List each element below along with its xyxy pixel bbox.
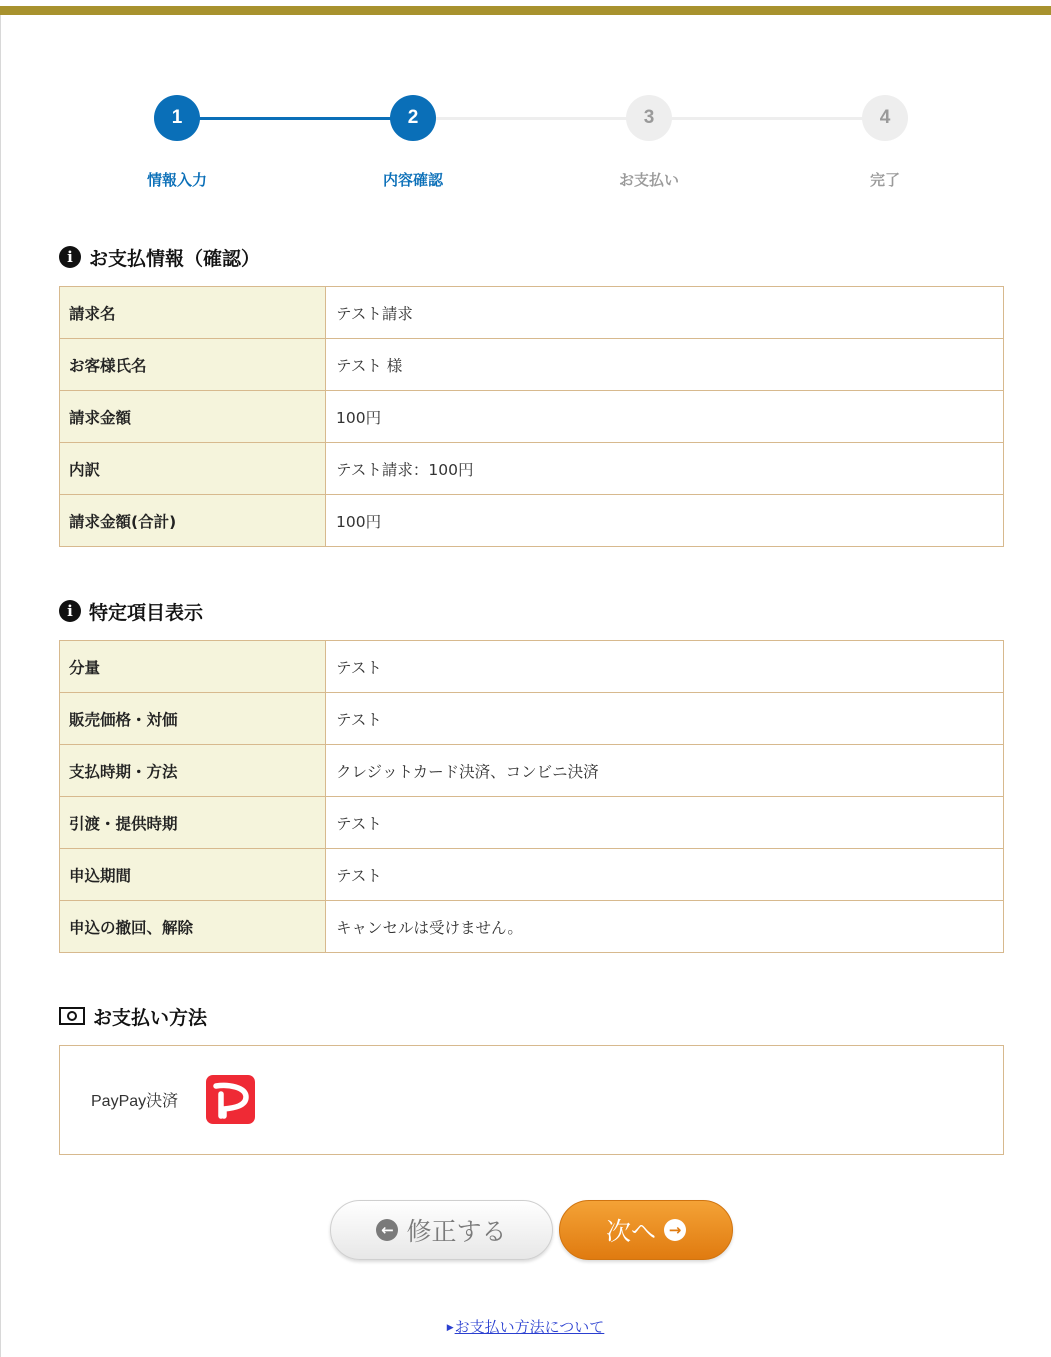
step-1-circle: 1 xyxy=(154,95,200,141)
step-4-label: 完了 xyxy=(869,171,900,189)
paypay-logo-icon xyxy=(206,1075,255,1124)
payment-info-heading xyxy=(59,243,260,271)
back-button-label: 修正する xyxy=(406,1217,507,1246)
back-button[interactable] xyxy=(330,1200,553,1260)
payment-info-table xyxy=(59,286,1004,547)
row-label: 内訳 xyxy=(60,443,326,495)
row-label: 請求金額 xyxy=(60,391,326,443)
table-row xyxy=(60,495,1004,547)
table-row xyxy=(60,849,1004,901)
row-value: テスト請求 xyxy=(326,287,1004,339)
payment-info-heading-text: お支払情報（確認） xyxy=(89,247,261,270)
payment-method-info-link[interactable]: お支払い方法について xyxy=(454,1318,605,1336)
info-icon: i xyxy=(59,600,81,622)
row-label: お客様氏名 xyxy=(60,339,326,391)
specified-items-table xyxy=(59,640,1004,953)
table-row xyxy=(60,693,1004,745)
table-row xyxy=(60,797,1004,849)
row-value: テスト xyxy=(326,797,1004,849)
arrow-left-circle-icon: ← xyxy=(376,1219,398,1241)
row-value: テスト xyxy=(326,641,1004,693)
payment-method-box xyxy=(59,1045,1004,1155)
specified-items-heading-text: 特定項目表示 xyxy=(89,601,204,624)
row-value: キャンセルは受けません。 xyxy=(326,901,1004,953)
step-3-circle: 3 xyxy=(626,95,672,141)
table-row xyxy=(60,443,1004,495)
table-row xyxy=(60,287,1004,339)
triangle-right-icon: ▶ xyxy=(446,1322,454,1333)
paypay-method-label: PayPay決済 xyxy=(91,1093,179,1110)
row-label: 申込の撤回、解除 xyxy=(60,901,326,953)
left-border xyxy=(0,15,1,1357)
table-row xyxy=(60,901,1004,953)
money-icon xyxy=(59,1007,85,1025)
arrow-right-circle-icon: → xyxy=(664,1219,686,1241)
row-label: 分量 xyxy=(60,641,326,693)
payment-method-heading-text: お支払い方法 xyxy=(93,1006,208,1029)
next-button-label: 次へ xyxy=(605,1217,656,1246)
table-row xyxy=(60,339,1004,391)
row-label: 支払時期・方法 xyxy=(60,745,326,797)
row-value: テスト xyxy=(326,693,1004,745)
info-icon: i xyxy=(59,246,81,268)
row-value: テスト 様 xyxy=(326,339,1004,391)
row-value: クレジットカード決済、コンビニ決済 xyxy=(326,745,1004,797)
row-label: 申込期間 xyxy=(60,849,326,901)
step-2-circle: 2 xyxy=(390,95,436,141)
payment-method-heading xyxy=(59,1002,207,1030)
step-2-label: 内容確認 xyxy=(382,171,443,189)
row-value: 100円 xyxy=(326,391,1004,443)
row-label: 請求金額(合計) xyxy=(60,495,326,547)
row-value: テスト xyxy=(326,849,1004,901)
row-value: テスト請求：100円 xyxy=(326,443,1004,495)
step-connector-1-2 xyxy=(199,117,391,120)
step-connector-3-4 xyxy=(671,117,863,120)
step-4-circle: 4 xyxy=(862,95,908,141)
row-label: 請求名 xyxy=(60,287,326,339)
step-connector-2-3 xyxy=(435,117,627,120)
specified-items-heading xyxy=(59,597,203,625)
table-row xyxy=(60,745,1004,797)
step-3-label: お支払い xyxy=(618,171,679,189)
progress-stepper xyxy=(0,0,1051,200)
footer xyxy=(0,1316,1051,1337)
table-row xyxy=(60,391,1004,443)
row-label: 引渡・提供時期 xyxy=(60,797,326,849)
row-label: 販売価格・対価 xyxy=(60,693,326,745)
row-value: 100円 xyxy=(326,495,1004,547)
next-button[interactable] xyxy=(559,1200,733,1260)
step-1-label: 情報入力 xyxy=(146,171,207,189)
table-row xyxy=(60,641,1004,693)
